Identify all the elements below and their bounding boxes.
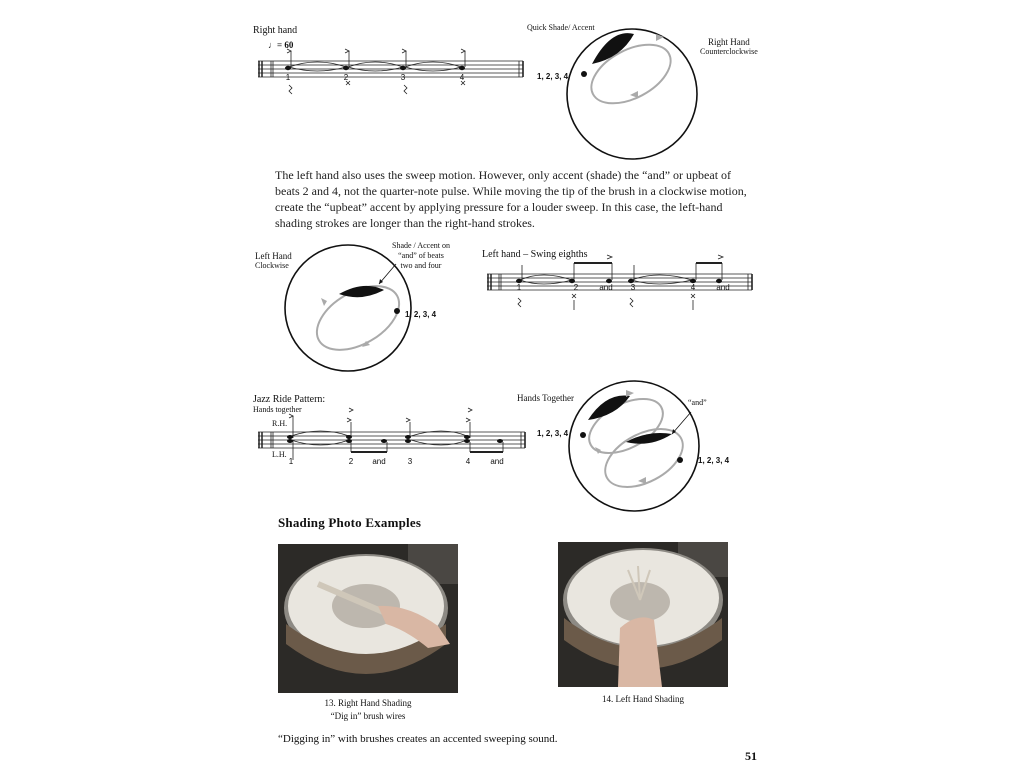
- count-2: 2: [573, 283, 579, 292]
- rh-label: R.H.: [272, 419, 288, 428]
- count-2: 2: [343, 73, 349, 82]
- right-hand-shading-photo: [278, 544, 458, 693]
- left-hand-shading-photo: [558, 542, 728, 687]
- left-hand-beats: 1, 2, 3, 4: [405, 310, 437, 319]
- page-number: 51: [745, 749, 757, 763]
- footer-note: “Digging in” with brushes creates an accented sweeping sound.: [278, 733, 558, 745]
- right-hand-beats: 1, 2, 3, 4: [537, 72, 569, 81]
- and-label: “and”: [688, 398, 707, 407]
- hands-together-beats-left: 1, 2, 3, 4: [537, 429, 569, 438]
- lh-label: L.H.: [272, 450, 287, 459]
- body-paragraph: The left hand also uses the sweep motion. However, only accent (shade) the “and” or upbeat of beats 2 and 4, not the quarter-note pulse. While moving the tip of the brush in a clockwise motion, create the “upbeat” accent by applying pressure for a louder sweep. In this case, the left-hand shading strokes are longer than the right-hand strokes.: [275, 168, 747, 230]
- jazz-ride-staff: [253, 410, 533, 470]
- right-hand-circle-diagram: [566, 28, 701, 163]
- left-hand-staff: [482, 255, 757, 315]
- right-photo-caption: 14. Left Hand Shading: [602, 694, 684, 704]
- hands-together-title: Hands Together: [517, 393, 574, 403]
- right-hand-circle-label: Right Hand Counterclockwise: [700, 37, 758, 56]
- count-and: and: [599, 283, 613, 292]
- hands-together-beats-right: 1, 2, 3, 4: [698, 456, 730, 465]
- count-4: 4: [459, 73, 465, 82]
- count-3: 3: [407, 457, 413, 466]
- left-hand-circle-label: Left Hand Clockwise: [255, 251, 292, 270]
- tempo-marking: ♩= 60: [268, 40, 294, 50]
- right-hand-title: Right hand: [253, 25, 298, 36]
- count-3: 3: [400, 73, 406, 82]
- quarter-note-icon: ♩: [268, 40, 277, 50]
- jazz-ride-subtitle: Hands together: [253, 405, 302, 414]
- count-3: 3: [630, 283, 636, 292]
- count-2: 2: [348, 457, 354, 466]
- swing-eighths-title: Left hand – Swing eighths: [482, 249, 588, 260]
- count-1: 1: [516, 283, 522, 292]
- hands-together-circle-diagram: [568, 380, 703, 515]
- photos-heading: Shading Photo Examples: [278, 515, 422, 530]
- right-hand-staff: [253, 45, 528, 100]
- quick-shade-title: Quick Shade/ Accent: [527, 23, 595, 32]
- left-hand-circle-diagram: [284, 244, 414, 374]
- count-1: 1: [288, 457, 294, 466]
- count-4: 4: [690, 283, 696, 292]
- count-and: and: [490, 457, 504, 466]
- count-and: and: [716, 283, 730, 292]
- left-photo-caption: 13. Right Hand Shading “Dig in” brush wires: [324, 698, 412, 721]
- count-4: 4: [465, 457, 471, 466]
- jazz-ride-title: Jazz Ride Pattern:: [253, 394, 326, 405]
- count-1: 1: [285, 73, 291, 82]
- shade-accent-note: Shade / Accent on “and” of beats two and four: [392, 241, 450, 270]
- count-and: and: [372, 457, 386, 466]
